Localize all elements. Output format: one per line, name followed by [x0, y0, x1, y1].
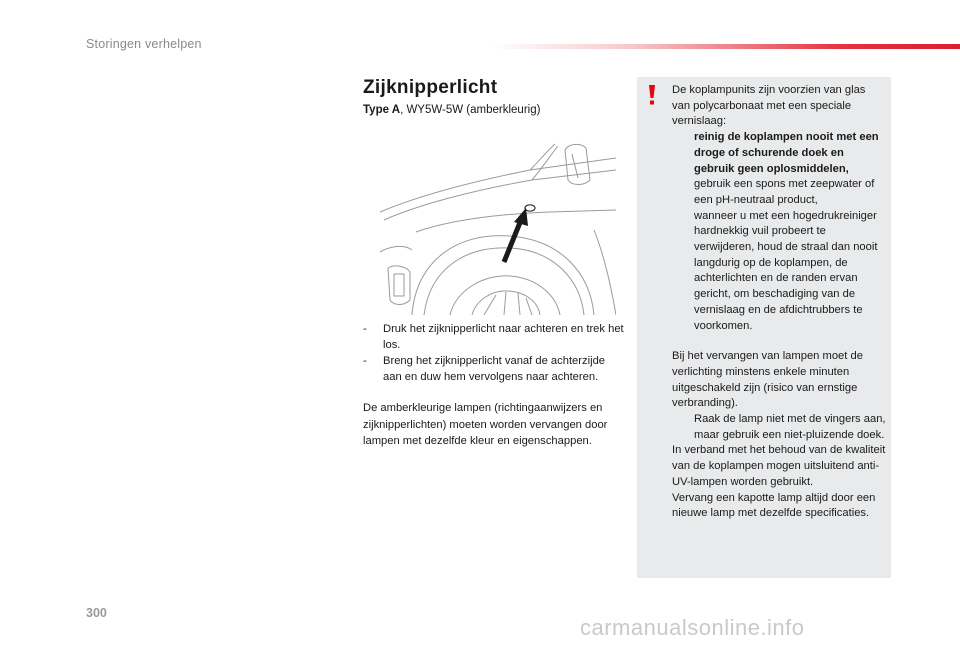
exclamation-icon [645, 84, 659, 106]
instruction-step [363, 321, 625, 353]
bulb-type-label: Type A [363, 104, 401, 116]
bullet-icon [672, 412, 694, 443]
warning-item [672, 412, 886, 443]
bullet-icon [672, 209, 694, 335]
step-dash: - [363, 355, 367, 367]
bulb-type-line [363, 104, 540, 116]
bulb-type-detail: , WY5W-5W (amberkleurig) [400, 104, 541, 116]
header-accent-bar [490, 44, 960, 49]
instruction-step [363, 353, 625, 385]
warning-item-text: Raak de lamp niet met de vingers aan, maar gebruik een niet-pluizende doek. [694, 413, 886, 441]
instruction-steps [363, 321, 625, 385]
step-text: Druk het zijknipperlicht naar achteren en trek het los. [383, 323, 624, 351]
warning-item [672, 130, 886, 177]
warning-item-text: gebruik een spons met zeepwater of een pH-neutraal product, [694, 178, 875, 206]
bullet-icon [672, 130, 694, 177]
step-text: Breng het zijknipperlicht vanaf de achterzijde aan en duw hem vervolgens naar achteren. [383, 355, 606, 383]
warning-item-text: wanneer u met een hogedrukreiniger hardnekkig vuil probeert te verwijderen, houd de straal dan nooit langdurig op de koplampen, de achterlichten en de randen ervan gericht, om beschadiging van de vernislaag en de afdichtrubbers te voorkomen. [694, 209, 878, 332]
warning-para-replacement: Bij het vervangen van lampen moet de verlichting minstens enkele minuten uitgeschakeld zijn (risico van ernstige verbranding). [672, 350, 863, 410]
warning-item [672, 209, 886, 335]
page-number: 300 [86, 606, 107, 620]
section-title: Zijknipperlicht [363, 77, 498, 98]
watermark: carmanualsonline.info [580, 615, 805, 640]
warning-item [672, 177, 886, 208]
amber-lamps-note: De amberkleurige lampen (richtingaanwijzers en zijknipperlichten) moeten worden vervangen door lampen met dezelfde kleur en eigenschappen. [363, 402, 608, 447]
warning-item-text: reinig de koplampen nooit met een droge of schurende doek en gebruik geen oplosmiddelen, [694, 131, 879, 175]
warning-para-replace: Vervang een kapotte lamp altijd door een nieuwe lamp met dezelfde specificaties. [672, 491, 876, 520]
warning-text [672, 83, 886, 522]
warning-intro: De koplampunits zijn voorzien van glas van polycarbonaat met een speciale vernislaag: [672, 84, 866, 128]
step-dash: - [363, 323, 367, 335]
running-header: Storingen verhelpen [86, 37, 202, 51]
bullet-icon [672, 177, 694, 208]
side-indicator-illustration [380, 140, 616, 315]
warning-para-anti-uv: In verband met het behoud van de kwaliteit van de koplampen mogen uitsluitend anti-UV-lampen worden gebruikt. [672, 444, 886, 488]
